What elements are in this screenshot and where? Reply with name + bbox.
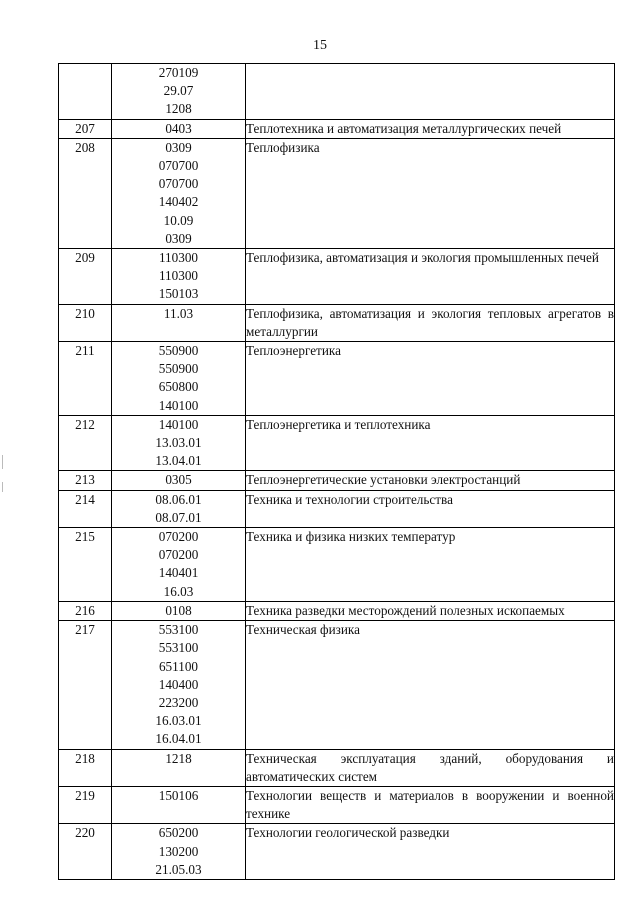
table-row	[59, 749, 615, 786]
specialty-name: Технологии веществ и материалов в вооружении и военной технике	[246, 786, 615, 823]
row-number: 216	[59, 601, 112, 620]
row-number: 217	[59, 621, 112, 749]
specialty-code: 553100	[158, 640, 199, 656]
codes-cell	[112, 749, 246, 786]
table-row	[59, 601, 615, 620]
row-number: 207	[59, 119, 112, 138]
specialty-code: 21.05.03	[155, 861, 202, 877]
specialty-code: 070700	[158, 158, 199, 174]
specialty-code: 070200	[158, 547, 199, 563]
specialty-name: Теплофизика, автоматизация и экология промышленных печей	[246, 249, 615, 305]
codes-cell	[112, 786, 246, 823]
codes-cell	[112, 415, 246, 471]
specialty-code: 1218	[165, 750, 192, 766]
specialty-code: 550900	[158, 343, 199, 359]
table-row	[59, 249, 615, 305]
row-number: 220	[59, 824, 112, 880]
specialty-code: 0403	[165, 120, 192, 136]
row-number: 210	[59, 304, 112, 341]
codes-cell	[112, 138, 246, 248]
specialty-code: 0309	[165, 139, 192, 155]
specialty-code: 0305	[165, 472, 192, 488]
row-number: 215	[59, 528, 112, 602]
specialty-name: Техника и технологии строительства	[246, 490, 615, 527]
specialty-code: 11.03	[163, 305, 194, 321]
row-number: 214	[59, 490, 112, 527]
row-number: 212	[59, 415, 112, 471]
specialty-code: 13.04.01	[155, 453, 202, 469]
specialty-name: Теплофизика	[246, 138, 615, 248]
specialty-code: 651100	[158, 658, 199, 674]
specialty-name: Теплоэнергетика	[246, 342, 615, 416]
table-row	[59, 304, 615, 341]
specialty-code: 150106	[158, 787, 199, 803]
specialty-code: 070700	[158, 176, 199, 192]
codes-cell	[112, 342, 246, 416]
table-row	[59, 824, 615, 880]
row-number: 211	[59, 342, 112, 416]
specialty-code: 130200	[158, 843, 199, 859]
codes-cell	[112, 119, 246, 138]
specialty-code: 10.09	[163, 212, 194, 228]
row-number: 213	[59, 471, 112, 490]
table-row	[59, 138, 615, 248]
specialty-name: Техника разведки месторождений полезных ископаемых	[246, 601, 615, 620]
specialty-code: 0309	[165, 230, 192, 246]
specialty-code: 070200	[158, 529, 199, 545]
row-number: 209	[59, 249, 112, 305]
codes-cell	[112, 304, 246, 341]
specialties-table	[58, 63, 615, 880]
specialty-name: Теплофизика, автоматизация и экология тепловых агрегатов в металлургии	[246, 304, 615, 341]
specialty-code: 223200	[158, 694, 199, 710]
specialty-code: 140400	[158, 676, 199, 692]
row-number: 218	[59, 749, 112, 786]
specialty-name: Технологии геологической разведки	[246, 824, 615, 880]
row-number	[59, 64, 112, 120]
specialty-code: 16.04.01	[155, 731, 202, 747]
specialty-name: Техническая физика	[246, 621, 615, 749]
codes-cell	[112, 621, 246, 749]
specialty-code: 650800	[158, 379, 199, 395]
specialty-code: 270109	[158, 65, 199, 80]
specialty-code: 08.07.01	[155, 509, 202, 525]
specialty-name: Теплоэнергетические установки электростанций	[246, 471, 615, 490]
table-row	[59, 415, 615, 471]
table-row	[59, 64, 615, 120]
codes-cell	[112, 490, 246, 527]
table-row	[59, 119, 615, 138]
specialty-code: 140402	[158, 194, 199, 210]
specialty-code: 16.03	[163, 583, 194, 599]
specialty-name: Техника и физика низких температур	[246, 528, 615, 602]
page-number: 15	[313, 38, 327, 53]
specialty-code: 110300	[158, 268, 199, 284]
specialty-name: Теплотехника и автоматизация металлургических печей	[246, 119, 615, 138]
specialty-code: 0108	[165, 602, 192, 618]
specialty-code: 140100	[158, 416, 199, 432]
specialty-code: 140401	[158, 565, 199, 581]
codes-cell	[112, 601, 246, 620]
table-row	[59, 621, 615, 749]
specialty-code: 08.06.01	[155, 491, 202, 507]
row-number: 208	[59, 138, 112, 248]
specialty-code: 650200	[158, 825, 199, 841]
codes-cell	[112, 528, 246, 602]
table-row	[59, 490, 615, 527]
codes-cell	[112, 249, 246, 305]
row-number: 219	[59, 786, 112, 823]
codes-cell	[112, 824, 246, 880]
codes-cell	[112, 471, 246, 490]
table-row	[59, 471, 615, 490]
table-row	[59, 786, 615, 823]
table-row	[59, 528, 615, 602]
specialty-code: 550900	[158, 361, 199, 377]
table-row	[59, 342, 615, 416]
specialty-name: Теплоэнергетика и теплотехника	[246, 415, 615, 471]
scan-mark	[2, 455, 3, 469]
specialty-code: 13.03.01	[155, 435, 202, 451]
specialty-code: 140100	[158, 397, 199, 413]
codes-cell	[112, 64, 246, 120]
specialty-name	[246, 64, 615, 120]
specialty-code: 16.03.01	[155, 713, 202, 729]
specialty-code: 150103	[158, 286, 199, 302]
specialty-code: 553100	[158, 622, 199, 638]
scan-mark	[2, 482, 3, 492]
specialty-name: Техническая эксплуатация зданий, оборудования и автоматических систем	[246, 749, 615, 786]
specialty-code: 29.07	[163, 83, 194, 99]
specialty-code: 1208	[165, 101, 192, 117]
table-body	[59, 64, 615, 880]
specialty-code: 110300	[158, 250, 199, 266]
